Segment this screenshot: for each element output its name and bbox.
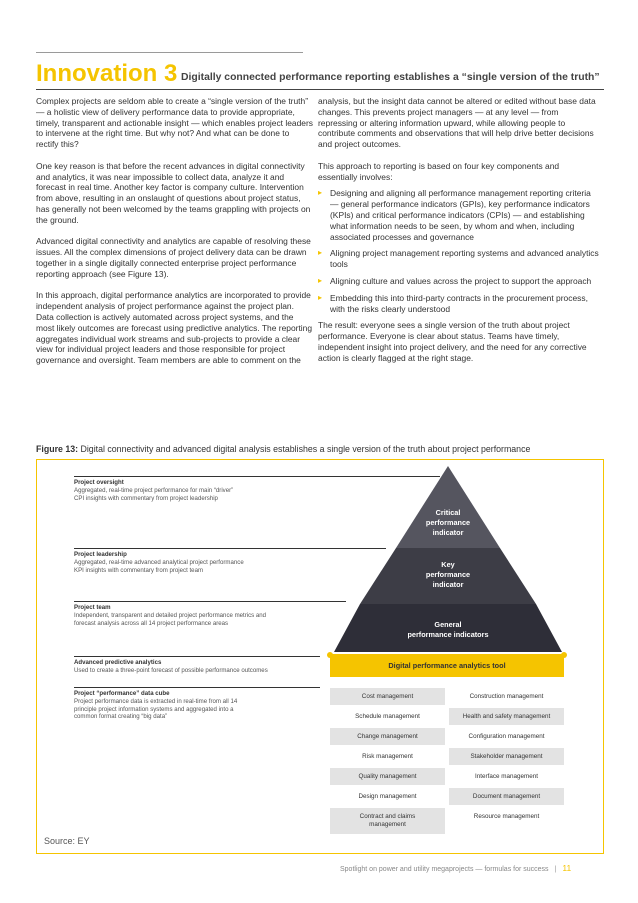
area-cell: Cost management	[330, 688, 445, 705]
right-paragraph-3: The result: everyone sees a single version of the truth about project performance. Everyone is clear about status. Teams have timely, independent insight into project delivery, and the need for any corrective action is clearly flagged at the right stage.	[318, 320, 587, 363]
area-cell: Configuration management	[468, 732, 545, 740]
table-row	[330, 728, 564, 745]
level-project-oversight: Project oversight Aggregated, real-time project performance for main “driver” CPI insights with commentary from project leadership	[74, 479, 234, 502]
right-paragraph-2: This approach to reporting is based on four key components and essentially involves:	[318, 160, 560, 182]
data-cube-guide-line	[74, 687, 320, 688]
area-cell: Schedule management	[355, 712, 420, 720]
list-item: ▸ Aligning culture and values across the project to support the approach	[318, 276, 600, 287]
management-areas-grid	[330, 688, 564, 834]
left-paragraph-1: Complex projects are seldom able to create a “single version of the truth” — a holistic view of delivery performance data to provide appropriate, timely, transparent and actionable insight — which enables project leaders to intervene at the right time. But why not? And what can be done to rectify this?	[36, 96, 314, 150]
table-row	[330, 808, 564, 834]
general-indicator-label: General performance indicators	[407, 620, 489, 639]
leadership-guide-line	[74, 548, 386, 549]
level-project-team: Project team Independent, transparent and detailed project performance metrics and forecast analysis across all 14 project performance areas	[74, 604, 267, 627]
table-row	[330, 748, 564, 765]
table-row	[330, 688, 564, 705]
analytics-guide-line	[74, 656, 320, 657]
area-cell: Stakeholder management	[449, 748, 564, 765]
table-row	[330, 768, 564, 785]
area-cell: Design management	[358, 792, 417, 800]
left-column	[36, 96, 314, 377]
footer-divider: |	[554, 866, 557, 873]
left-paragraph-2: One key reason is that before the recent advances in digital connectivity and analytics, it was near impossible to collect data, analyze it and forecast in real time. Another key factor is company culture. Intervention from above, resulting in an onslaught of questions about project status, has generally not been welcomed by the teams grappling with projects on the ground.	[36, 160, 311, 225]
figure-source: Source: EY	[44, 836, 90, 846]
area-cell: Quality management	[330, 768, 445, 785]
area-cell: Interface management	[474, 772, 538, 780]
figure-caption-text: Digital connectivity and advanced digital analysis establishes a single version of the truth about project performance	[78, 444, 531, 454]
list-item: ▸ Designing and aligning all performance management reporting criteria — general performance indicators (GPIs), key performance indicators (KPIs) and critical performance indicators (CPIs) — and establishing what information needs to be seen, by whom and when, including associated processes and governance	[318, 188, 600, 242]
area-cell: Health and safety management	[449, 708, 564, 725]
page-footer	[340, 863, 571, 873]
area-cell: Resource management	[473, 812, 540, 820]
left-paragraph-3: Advanced digital connectivity and analytics are capable of resolving these issues. All the complex dimensions of project delivery data can be drawn together in a single digitally connected enterprise project performance reporting approach (see Figure 13).	[36, 236, 311, 279]
team-guide-line	[74, 601, 346, 602]
header-underline	[36, 89, 604, 90]
level-performance-data-cube: Project “performance” data cube Project performance data is extracted in real-time from all 14 principle project information systems and aggregated into a common format creating “big data”	[74, 690, 238, 721]
right-column	[318, 96, 600, 374]
page-number: 11	[562, 863, 572, 873]
area-cell: Document management	[449, 788, 564, 805]
table-row	[330, 788, 564, 805]
area-cell: Construction management	[469, 692, 544, 700]
area-cell: Risk management	[362, 752, 413, 760]
left-paragraph-4: In this approach, digital performance analytics are incorporated to provide independent analysis of project performance against the project plan. Data collection is actively automated across project systems, and the most likely outcomes are forecast using predictive analytics. The reporting aggregates individual work streams and sub-projects to provide a clear view for individual project leaders and those responsible for project governance and oversight. Team members are able to comment on the	[36, 290, 313, 366]
header-rule	[36, 52, 303, 53]
oversight-guide-line	[74, 476, 440, 477]
area-cell: Change management	[330, 728, 445, 745]
component-list	[318, 188, 600, 314]
figure-number: Figure 13:	[36, 444, 79, 454]
right-paragraph-1: analysis, but the insight data cannot be altered or edited without base data changes. This prevents project managers — at any level — from repressing or altering information upward, while allowing people to contribute comments and observations that will help drive better decisions and project outcomes.	[318, 96, 596, 150]
table-row	[330, 708, 564, 725]
critical-indicator-label: Critical performance indicator	[425, 508, 471, 537]
key-indicator-label: Key performance indicator	[425, 560, 471, 589]
footer-text: Spotlight on power and utility megaprojects — formulas for success	[340, 866, 549, 873]
analytics-tool-label: Digital performance analytics tool	[388, 661, 506, 670]
list-item: ▸ Embedding this into third-party contracts in the procurement process, with the risks clearly understood	[318, 293, 600, 315]
list-item: ▸ Aligning project management reporting systems and advanced analytics tools	[318, 248, 600, 270]
level-project-leadership: Project leadership Aggregated, real-time advanced analytical project performance KPI insights with commentary from project team	[74, 551, 244, 574]
area-cell: Contract and claims management	[330, 808, 445, 834]
level-advanced-predictive-analytics: Advanced predictive analytics Used to create a three-point forecast of possible performance outcomes	[74, 659, 268, 674]
figure-caption	[36, 443, 606, 455]
section-subtitle: Digitally connected performance reporting establishes a “single version of the truth”	[181, 72, 600, 83]
section-title: Innovation 3	[36, 60, 178, 87]
